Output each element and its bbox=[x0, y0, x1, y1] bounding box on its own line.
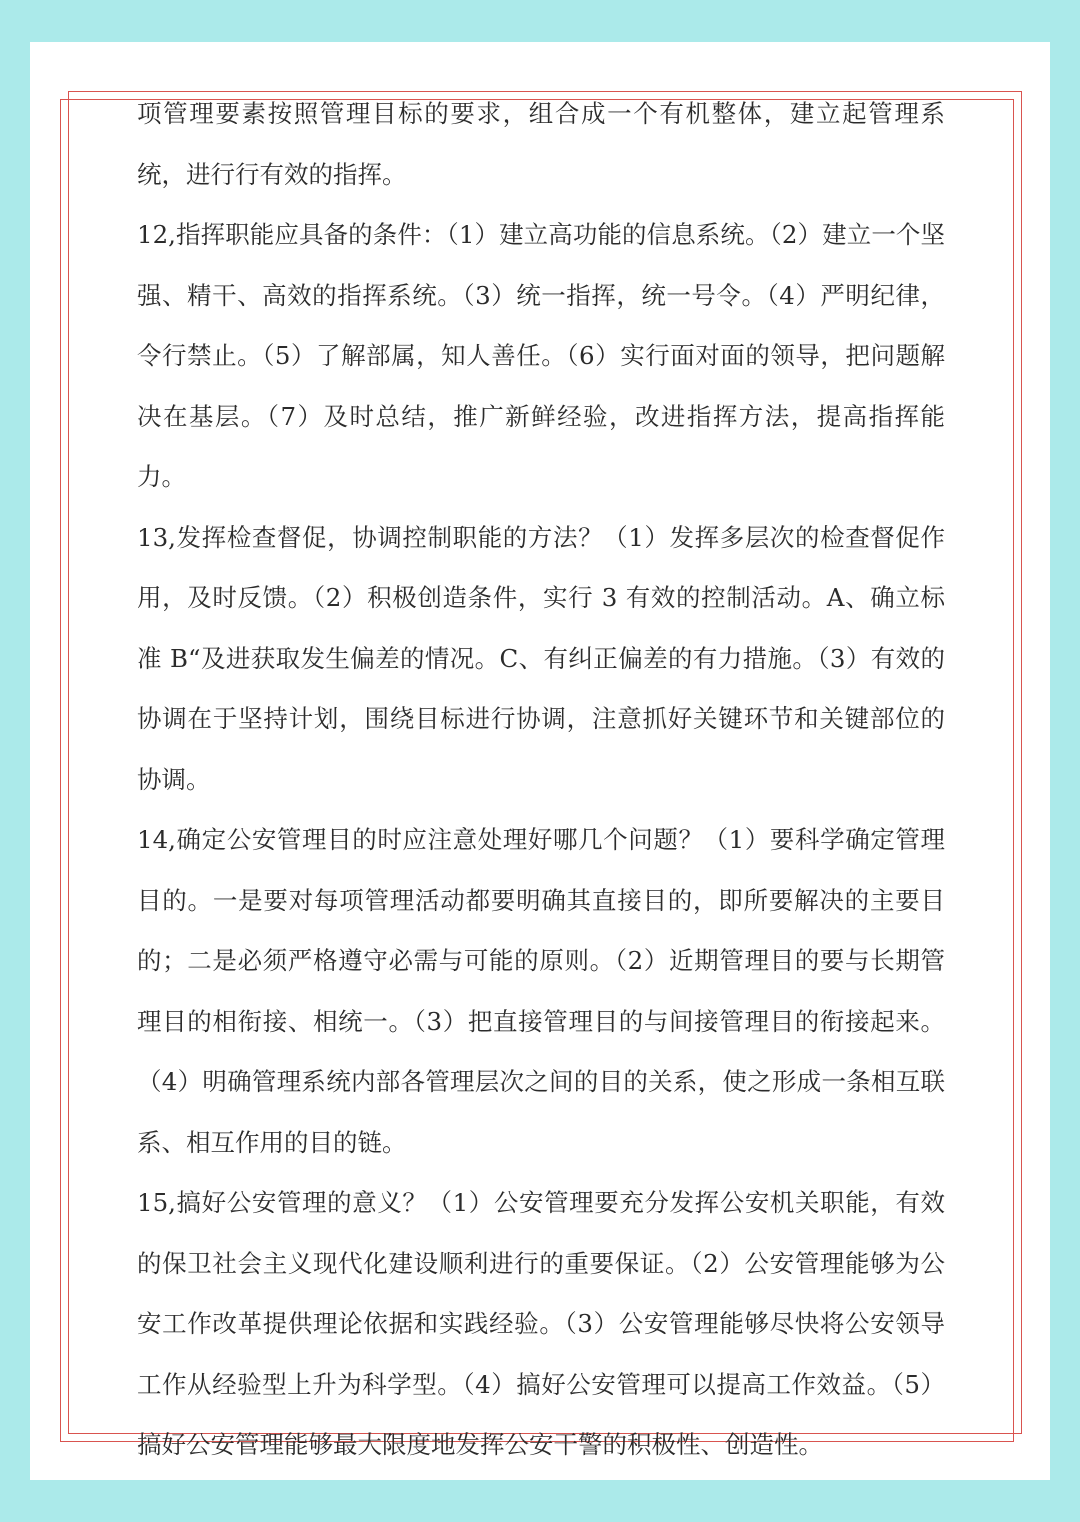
paragraph-item-14: 14,确定公安管理目的时应注意处理好哪几个问题？（1）要科学确定管理目的。一是要对每项管理活动都要明确其直接目的，即所要解决的主要目的；二是必须严格遵守必需与可能的原则。（2）近期管理目的要与长期管理目的相衔接、相统一。（3）把直接管理目的与间接管理目的衔接起来。（4）明确管理系统内部各管理层次之间的目的关系，使之形成一条相互联系、相互作用的目的链。 bbox=[137, 825, 945, 1157]
paragraph-item-13: 13,发挥检查督促，协调控制职能的方法？（1）发挥多层次的检查督促作用，及时反馈。（2）积极创造条件，实行 3 有效的控制活动。A、确立标准 B“及进获取发生偏差的情况。C、有纠正偏差的有力措施。（3）有效的协调在于坚持计划，围绕目标进行协调，注意抓好关键环节和关键部位的协调。 bbox=[137, 522, 945, 794]
document-page bbox=[30, 42, 1050, 1480]
paragraph-item-15: 15,搞好公安管理的意义？（1）公安管理要充分发挥公安机关职能，有效的保卫社会主义现代化建设顺利进行的重要保证。（2）公安管理能够为公安工作改革提供理论依据和实践经验。（3）公安管理能够尽快将公安领导工作从经验型上升为科学型。（4）搞好公安管理可以提高工作效益。（5）搞好公安管理能够最大限度地发挥公安干警的积极性、创造性。 bbox=[137, 1188, 945, 1459]
paragraph-item-12: 12,指挥职能应具备的条件：（1）建立高功能的信息系统。（2）建立一个坚强、精干、高效的指挥系统。（3）统一指挥，统一号令。（4）严明纪律，令行禁止。（5）了解部属，知人善任。（6）实行面对面的领导，把问题解决在基层。（7）及时总结，推广新鲜经验，改进指挥方法，提高指挥能力。 bbox=[137, 220, 945, 491]
paragraph-continuation: 项管理要素按照管理目标的要求，组合成一个有机整体，建立起管理系统，进行行有效的指挥。 bbox=[137, 99, 945, 189]
document-body bbox=[137, 84, 945, 1476]
